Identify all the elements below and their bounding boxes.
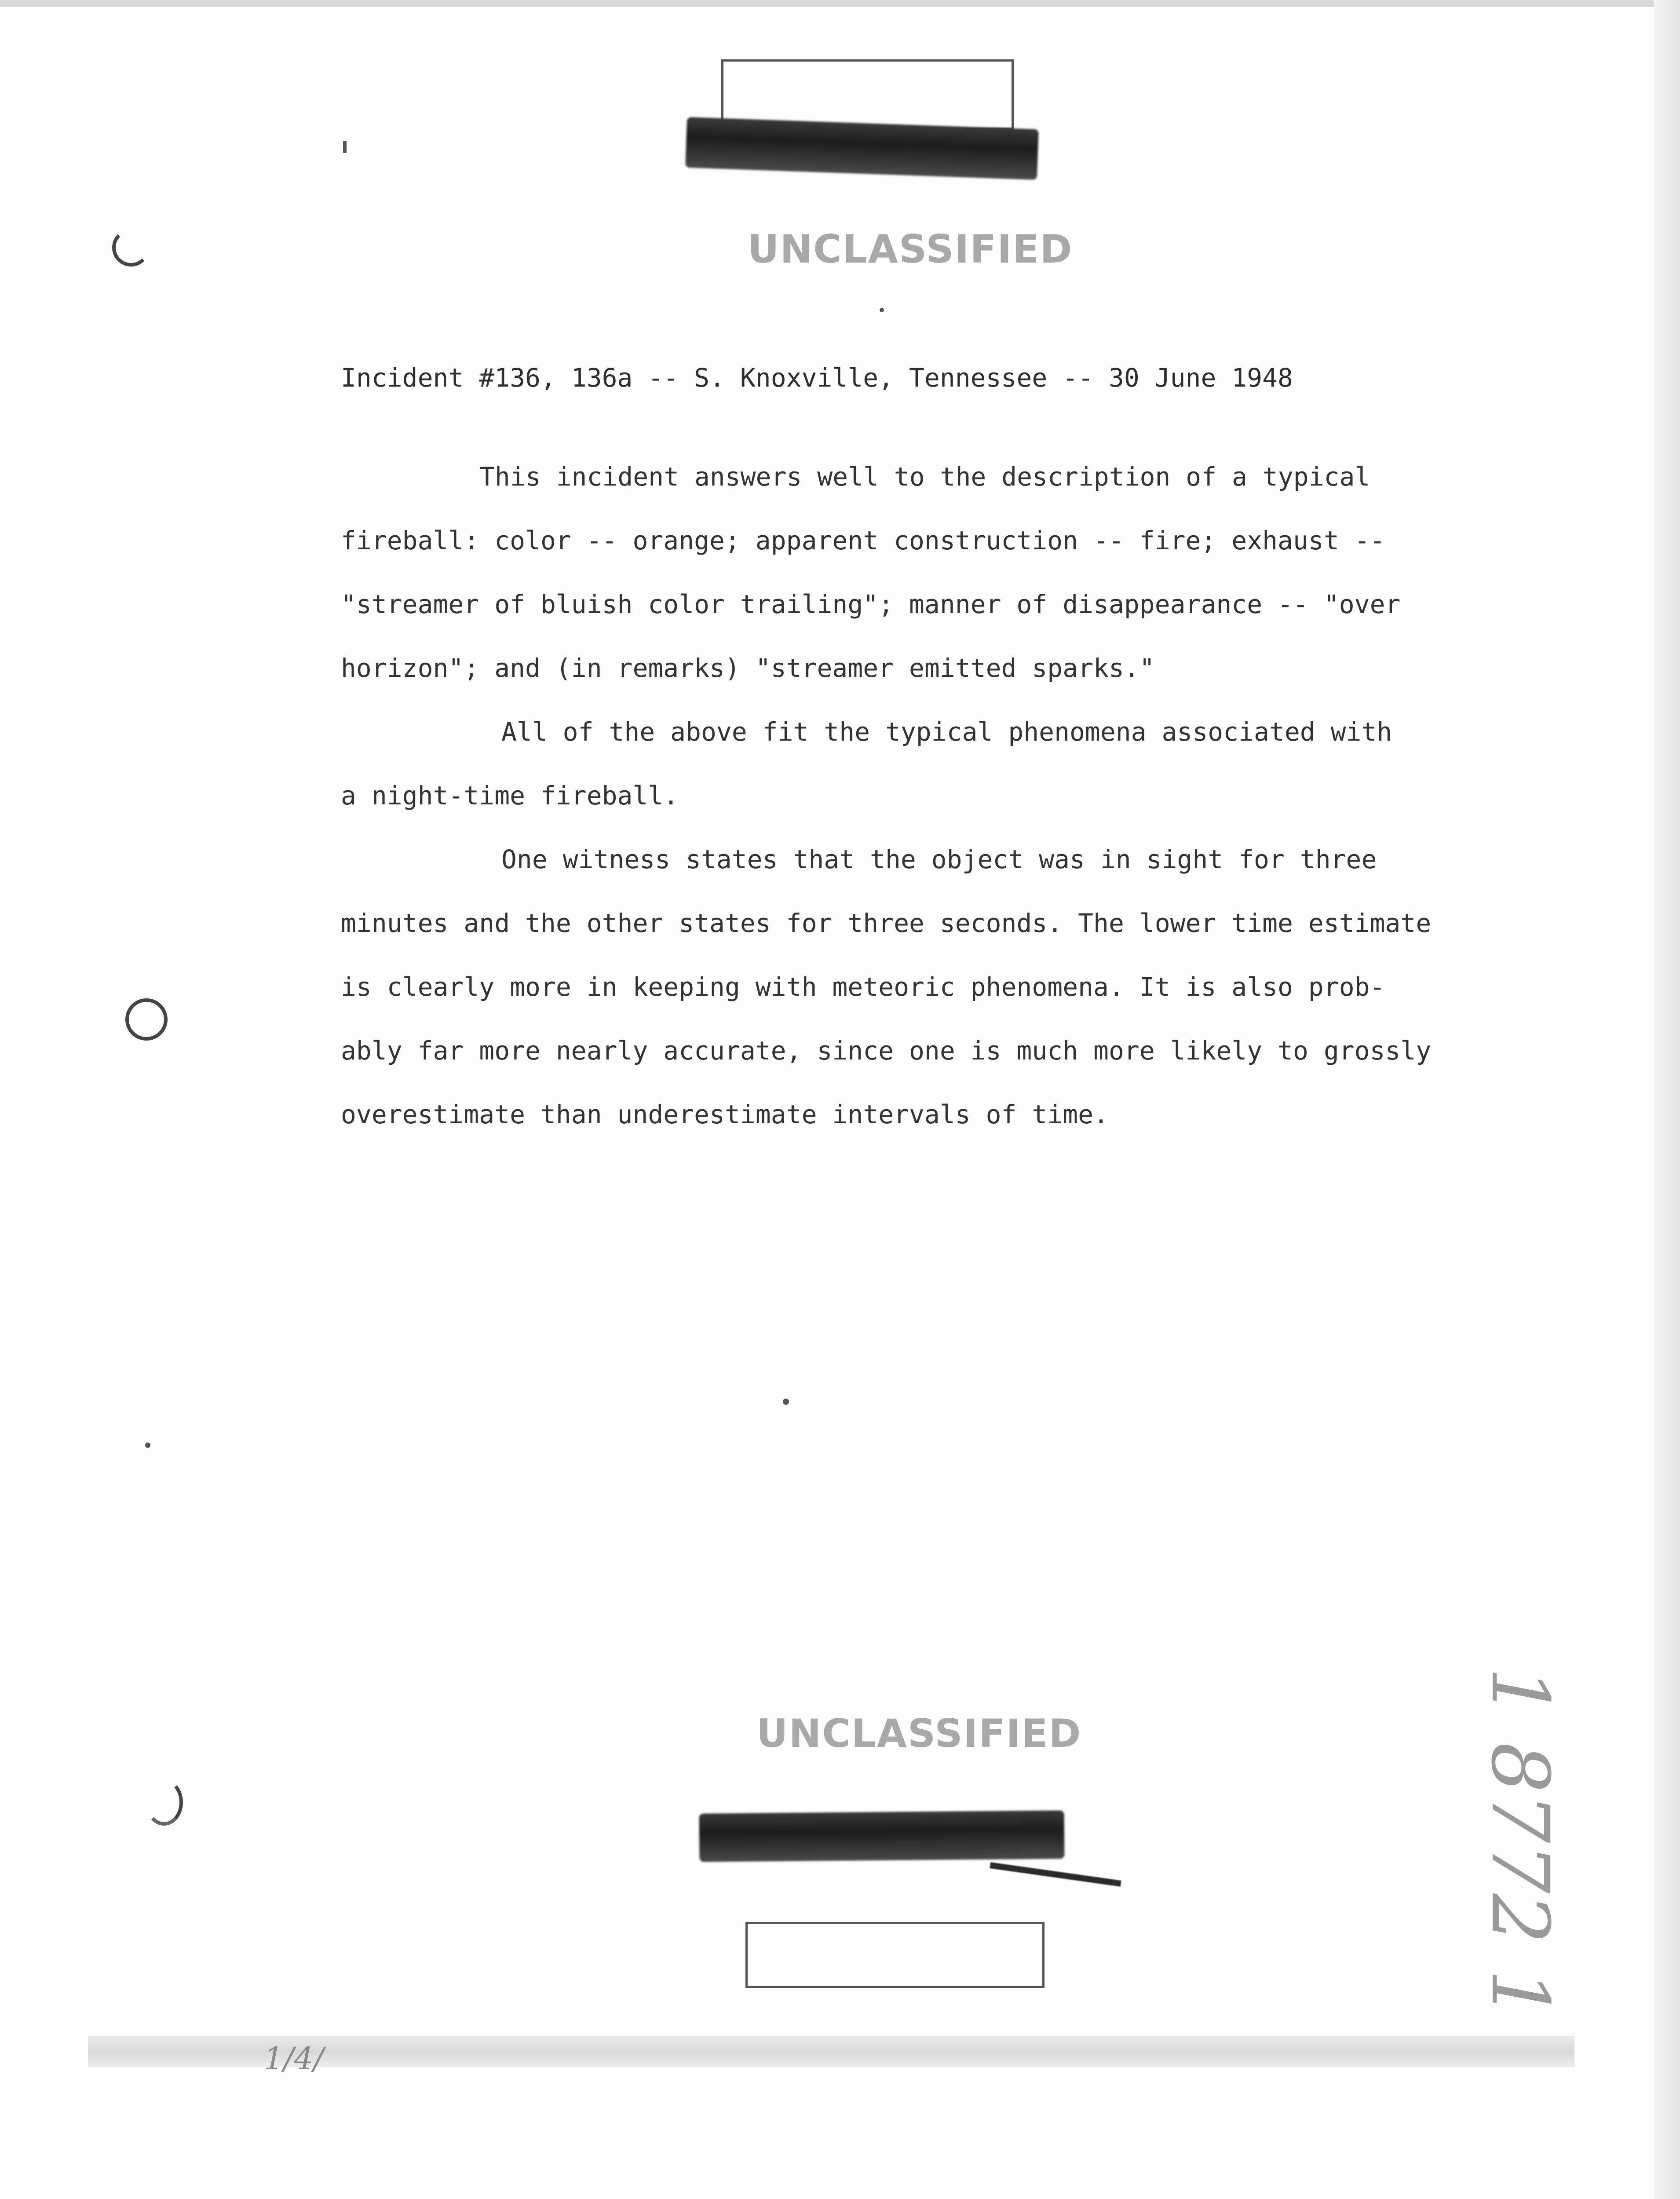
punch-hole-mark bbox=[145, 1779, 183, 1826]
text-line: One witness states that the object was in sight for three bbox=[501, 844, 1377, 874]
text-line: This incident answers well to the description of a typical bbox=[479, 462, 1370, 492]
text-line: minutes and the other states for three seconds. The lower time estimate bbox=[341, 908, 1432, 938]
scan-top-edge bbox=[0, 0, 1680, 7]
scan-speck bbox=[783, 1399, 789, 1405]
incident-heading: Incident #136, 136a -- S. Knoxville, Tennessee -- 30 June 1948 bbox=[341, 363, 1293, 393]
top-stamp-box bbox=[721, 59, 1014, 130]
bottom-redaction-bar bbox=[699, 1810, 1065, 1862]
bottom-stamp-box bbox=[745, 1922, 1045, 1988]
classification-stamp-bottom: UNCLASSIFIED bbox=[756, 1711, 1082, 1756]
scan-speck bbox=[343, 141, 347, 153]
punch-hole-mark bbox=[112, 229, 150, 267]
text-line: a night-time fireball. bbox=[341, 781, 679, 811]
text-line: horizon"; and (in remarks) "streamer emitted sparks." bbox=[341, 653, 1155, 683]
classification-stamp-top: UNCLASSIFIED bbox=[748, 226, 1073, 272]
text-line: is clearly more in keeping with meteoric phenomena. It is also prob- bbox=[341, 972, 1385, 1002]
text-line: ably far more nearly accurate, since one is much more likely to grossly bbox=[341, 1036, 1432, 1066]
text-line: All of the above fit the typical phenomena associated with bbox=[501, 717, 1392, 747]
scan-speck bbox=[880, 308, 884, 312]
redaction-strike-line bbox=[990, 1862, 1121, 1887]
text-line: "streamer of bluish color trailing"; manner of disappearance -- "over bbox=[341, 589, 1401, 619]
punch-hole-mark bbox=[125, 998, 168, 1041]
text-line: fireball: color -- orange; apparent construction -- fire; exhaust -- bbox=[341, 526, 1385, 555]
text-line: overestimate than underestimate intervals of time. bbox=[341, 1100, 1109, 1129]
scan-speck bbox=[145, 1443, 150, 1448]
scan-right-edge bbox=[1654, 0, 1680, 2199]
bottom-edge-marks: 1/4/ bbox=[264, 2041, 324, 2077]
handwritten-file-number: 1 8772 1 bbox=[1474, 1667, 1566, 2020]
